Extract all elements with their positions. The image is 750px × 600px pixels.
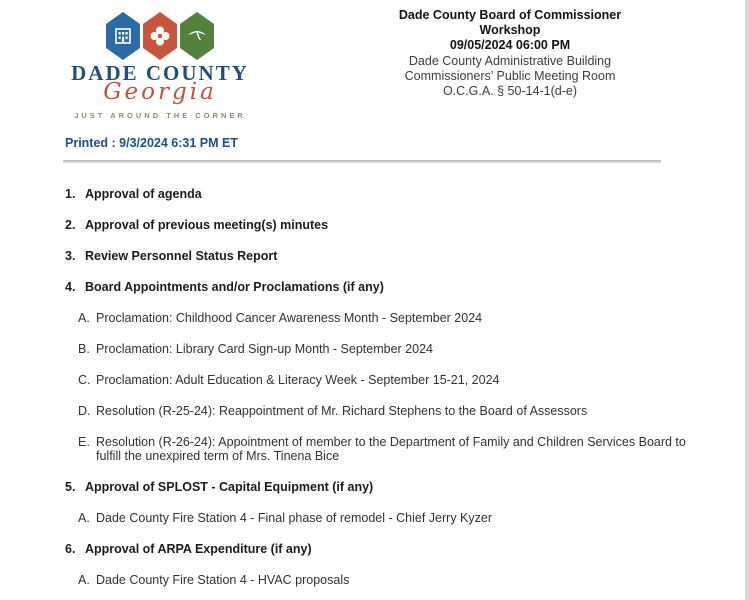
agenda-list (65, 187, 693, 600)
meeting-datetime: 09/05/2024 06:00 PM (449, 38, 571, 53)
county-logo (60, 12, 260, 120)
meeting-header (370, 8, 650, 99)
hang-glider-hexagon (180, 12, 214, 60)
agenda-sub-text: Proclamation: Childhood Cancer Awareness Month - September 2024 (96, 311, 483, 325)
dogwood-hexagon (143, 12, 177, 60)
agenda-item-5A (78, 511, 693, 525)
agenda-sub-text: Resolution (R-26-24): Appointment of member to the Department of Family and Children Services Board to fulfill the unexpired term of Mrs. Tinena Bice (96, 435, 686, 463)
agenda-item-text: Approval of previous meeting(s) minutes (85, 218, 329, 232)
agenda-sub-text: Proclamation: Library Card Sign-up Month - September 2024 (96, 342, 433, 356)
agenda-sub-letter: A. (78, 573, 90, 587)
agenda-sub-text: Resolution (R-25-24): Reappointment of Mr. Richard Stephens to the Board of Assessors (96, 404, 588, 418)
agenda-sub-text: Dade County Fire Station 4 - Final phase of remodel - Chief Jerry Kyzer (96, 511, 493, 525)
agenda-sub-letter: E. (78, 435, 90, 449)
agenda-sub-letter: A. (78, 511, 90, 525)
courthouse-hexagon (106, 12, 140, 60)
printed-timestamp: Printed : 9/3/2024 6:31 PM ET (65, 136, 238, 150)
agenda-item-6A (78, 573, 693, 587)
meeting-building: Dade County Administrative Building (408, 53, 612, 68)
agenda-item-5 (65, 480, 693, 494)
agenda-item-4B (78, 342, 693, 356)
agenda-item-1 (65, 187, 693, 201)
agenda-item-number: 5. (65, 480, 76, 494)
agenda-sub-text: Dade County Fire Station 4 - HVAC proposals (96, 573, 350, 587)
agenda-item-4A (78, 311, 693, 325)
dogwood-flower-icon (149, 25, 171, 47)
logo-state-script: Georgia (103, 79, 217, 105)
courthouse-icon (113, 26, 133, 46)
logo-tagline: JUST AROUND THE CORNER (74, 111, 246, 120)
logo-county-name: DADE COUNTY (71, 61, 249, 85)
agenda-sub-letter: D. (78, 404, 91, 418)
agenda-item-text: Approval of ARPA Expenditure (if any) (85, 542, 312, 556)
agenda-item-text: Board Appointments and/or Proclamations (if any) (85, 280, 384, 294)
agenda-item-text: Approval of agenda (85, 187, 202, 201)
header-divider (63, 160, 661, 163)
agenda-item-text: Review Personnel Status Report (85, 249, 278, 263)
meeting-room: Commissioners’ Public Meeting Room (404, 68, 616, 83)
agenda-item-4 (65, 280, 693, 294)
agenda-item-number: 1. (65, 187, 76, 201)
agenda-item-6 (65, 542, 693, 556)
agenda-sub-letter: A. (78, 311, 90, 325)
agenda-item-4E (78, 435, 693, 463)
agenda-sub-letter: B. (78, 342, 90, 356)
agenda-item-3 (65, 249, 693, 263)
agenda-item-number: 3. (65, 249, 76, 263)
agenda-item-4C (78, 373, 693, 387)
agenda-item-number: 6. (65, 542, 76, 556)
meeting-statute: O.C.G.A. § 50-14-1(d-e) (442, 84, 578, 99)
agenda-item-number: 4. (65, 280, 76, 294)
meeting-title: Dade County Board of Commissioner Workshop (398, 8, 622, 38)
agenda-item-4D (78, 404, 693, 418)
hang-glider-icon (186, 25, 208, 47)
agenda-item-2 (65, 218, 693, 232)
scrollbar[interactable] (745, 0, 750, 600)
agenda-sub-letter: C. (78, 373, 91, 387)
agenda-item-text: Approval of SPLOST - Capital Equipment (if any) (85, 480, 374, 494)
logo-hexagon-row (60, 12, 260, 60)
agenda-item-number: 2. (65, 218, 76, 232)
agenda-sub-text: Proclamation: Adult Education & Literacy Week - September 15-21, 2024 (96, 373, 500, 387)
